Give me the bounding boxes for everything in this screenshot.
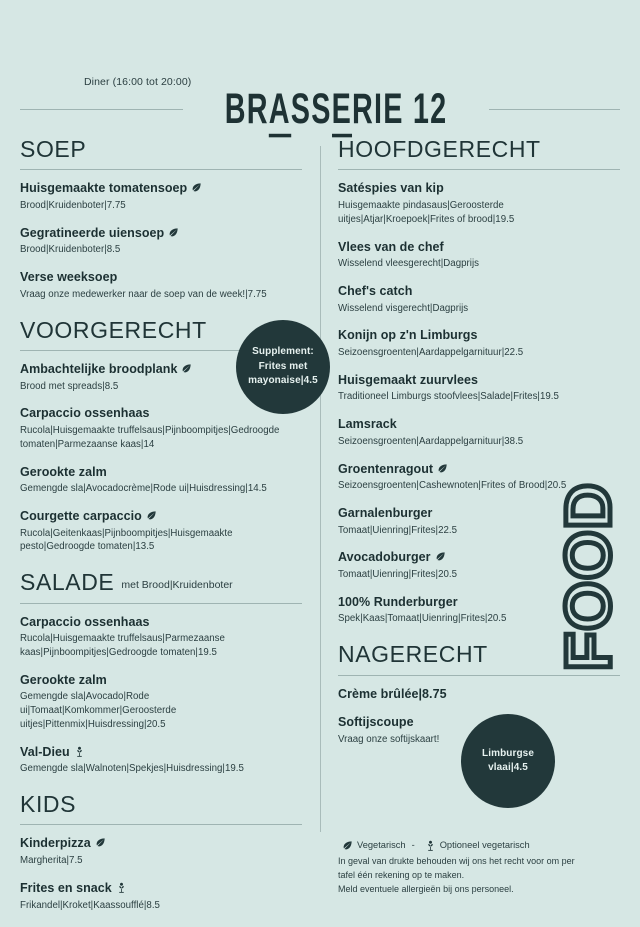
brand-seg-1: BR bbox=[224, 84, 269, 133]
menu-item bbox=[20, 673, 302, 732]
section-heading-kids bbox=[20, 791, 302, 817]
menu-item bbox=[20, 181, 302, 212]
menu-item-name-text: Garnalenburger bbox=[338, 505, 433, 520]
menu-item-description: Wisselend vleesgerecht|Dagprijs bbox=[338, 258, 479, 270]
menu-item-name-text: Gerookte zalm bbox=[20, 464, 107, 479]
menu-item-name-text: 100% Runderburger bbox=[338, 594, 458, 609]
section-rule bbox=[20, 169, 302, 170]
menu-item bbox=[338, 181, 620, 226]
menu-item-name-text: Chef's catch bbox=[338, 283, 413, 298]
menu-section-soep bbox=[20, 136, 302, 302]
menu-item-name bbox=[338, 328, 620, 344]
menu-item-description: Traditioneel Limburgs stoofvlees|Salade|Frites|19.5 bbox=[338, 391, 559, 403]
section-subtitle: met Brood|Kruidenboter bbox=[121, 579, 233, 592]
footer-line-1: In geval van drukte behouden wij ons het recht voor om per bbox=[338, 856, 575, 867]
menu-item-description: Spek|Kaas|Tomaat|Uienring|Frites|20.5 bbox=[338, 613, 507, 625]
legend-veg-label: Vegetarisch bbox=[357, 840, 406, 850]
section-heading-soep bbox=[20, 136, 302, 162]
menu-item-name bbox=[20, 881, 302, 897]
leaf-icon bbox=[437, 463, 448, 474]
menu-item bbox=[20, 270, 302, 301]
menu-item-name bbox=[338, 687, 620, 703]
sprout-icon bbox=[116, 881, 127, 893]
menu-item-description: Huisgemaakte pindasaus|Geroosterde uitjes|Atjar|Kroepoek|Frites of brood|19.5 bbox=[338, 200, 515, 225]
menu-item-name bbox=[20, 745, 302, 761]
menu-item bbox=[338, 240, 620, 271]
leaf-icon bbox=[191, 182, 202, 193]
leaf-icon bbox=[435, 551, 446, 562]
menu-item-name bbox=[20, 226, 302, 242]
title-rule-left bbox=[20, 109, 183, 110]
menu-item-description: Seizoensgroenten|Cashewnoten|Frites of Brood|20.5 bbox=[338, 480, 567, 492]
sprout-icon bbox=[425, 839, 436, 851]
leaf-icon bbox=[181, 363, 192, 374]
menu-item-name bbox=[338, 181, 620, 197]
menu-item-name-text: Verse weeksoep bbox=[20, 270, 118, 285]
menu-item-description: Brood met spreads|8.5 bbox=[20, 380, 119, 392]
menu-item bbox=[338, 328, 620, 359]
menu-item-name bbox=[20, 406, 302, 422]
title-bar bbox=[0, 84, 640, 133]
menu-item-description: Rucola|Huisgemaakte truffelsaus|Parmezaanse kaas|Pijnboompitjes|Gedroogde tomaten|19.5 bbox=[20, 633, 225, 658]
menu-item-name bbox=[338, 373, 620, 389]
section-heading-hoofdgerecht bbox=[338, 136, 620, 162]
menu-item-name-text: Avocadoburger bbox=[338, 550, 431, 565]
menu-item-name bbox=[20, 465, 302, 481]
section-rule bbox=[20, 603, 302, 604]
menu-item-name-text: Softijscoupe bbox=[338, 715, 414, 730]
menu-item-name bbox=[20, 270, 302, 286]
section-title: SOEP bbox=[20, 136, 87, 162]
menu-section-kids bbox=[20, 791, 302, 912]
menu-item bbox=[20, 226, 302, 257]
menu-item-description: Wisselend visgerecht|Dagprijs bbox=[338, 302, 469, 314]
menu-item-description: Seizoensgroenten|Aardappelgarnituur|38.5 bbox=[338, 435, 524, 447]
menu-item bbox=[20, 615, 302, 660]
section-rule bbox=[20, 824, 302, 825]
menu-item-name bbox=[20, 836, 302, 852]
menu-item bbox=[338, 687, 620, 703]
menu-item-description: Vraag onze medewerker naar de soep van de week!|7.75 bbox=[20, 288, 267, 300]
menu-item-name-text: Gerookte zalm bbox=[20, 672, 107, 687]
menu-item-description: Gemengde sla|Walnoten|Spekjes|Huisdressing|19.5 bbox=[20, 763, 244, 775]
menu-item bbox=[338, 417, 620, 448]
menu-item bbox=[20, 881, 302, 912]
brand-seg-2: SS bbox=[290, 84, 332, 133]
supplement-badge: Supplement: Frites met mayonaise|4.5 bbox=[236, 320, 330, 414]
leaf-icon bbox=[95, 837, 106, 848]
section-rule bbox=[338, 675, 620, 676]
menu-item-description: Tomaat|Uienring|Frites|22.5 bbox=[338, 524, 458, 536]
section-title: HOOFDGERECHT bbox=[338, 136, 541, 162]
menu-item-description: Margherita|7.5 bbox=[20, 855, 83, 867]
menu-item-name-text: Gegratineerde uiensoep bbox=[20, 225, 165, 240]
menu-item bbox=[20, 836, 302, 867]
menu-column-left bbox=[20, 136, 302, 927]
menu-item-name bbox=[338, 284, 620, 300]
menu-item bbox=[20, 509, 302, 554]
menu-item-name bbox=[338, 417, 620, 433]
menu-item-description: Vraag onze softijskaart! bbox=[338, 733, 440, 745]
menu-item-description: Rucola|Geitenkaas|Pijnboompitjes|Huisgemaakte pesto|Gedroogde tomaten|13.5 bbox=[20, 527, 233, 553]
menu-item-name-text: Lamsrack bbox=[338, 417, 397, 432]
title-rule-right bbox=[489, 109, 620, 110]
menu-item-name-text: Huisgemaakt zuurvlees bbox=[338, 372, 478, 387]
dietary-legend bbox=[338, 838, 588, 852]
menu-item-description: Frikandel|Kroket|Kaassoufflé|8.5 bbox=[20, 899, 160, 911]
menu-item-name-text: Groentenragout bbox=[338, 461, 434, 476]
menu-item-name bbox=[338, 240, 620, 256]
legend-separator: - bbox=[411, 840, 415, 850]
section-heading-salade bbox=[20, 569, 302, 595]
page-title bbox=[214, 84, 459, 133]
column-divider bbox=[320, 146, 321, 832]
menu-item-name-text: Konijn op z'n Limburgs bbox=[338, 328, 478, 343]
menu-item-description: Seizoensgroenten|Aardappelgarnituur|22.5 bbox=[338, 347, 524, 358]
footer-line-2: tafel één rekening op te maken. bbox=[338, 870, 465, 881]
menu-item-name-text: Val-Dieu bbox=[20, 744, 70, 759]
service-hours: Diner (16:00 tot 20:00) bbox=[84, 76, 192, 88]
footer-line-3: Meld eventuele allergieën bij ons personeel. bbox=[338, 884, 514, 895]
menu-item bbox=[20, 465, 302, 496]
menu-item-name bbox=[20, 673, 302, 689]
menu-item-description: Brood|Kruidenboter|7.75 bbox=[20, 200, 126, 212]
menu-item-name-text: Courgette carpaccio bbox=[20, 508, 142, 523]
section-title: KIDS bbox=[20, 791, 77, 818]
legend-optional-label: Optioneel vegetarisch bbox=[439, 840, 530, 850]
menu-item bbox=[338, 373, 620, 404]
menu-item-name-text: Kinderpizza bbox=[20, 836, 91, 851]
sprout-icon bbox=[74, 745, 85, 757]
menu-item-name bbox=[20, 181, 302, 197]
menu-item-name-text: Satéspies van kip bbox=[338, 181, 444, 196]
section-title: SALADE bbox=[20, 569, 115, 596]
menu-item bbox=[338, 284, 620, 315]
menu-item-name bbox=[338, 462, 620, 478]
menu-item-name bbox=[20, 509, 302, 525]
menu-item-name-text: Crème brûlée|8.75 bbox=[338, 686, 447, 701]
section-title: NAGERECHT bbox=[338, 641, 488, 668]
section-title: VOORGERECHT bbox=[20, 316, 207, 343]
menu-item-name-text: Vlees van de chef bbox=[338, 239, 444, 254]
menu-item-name-text: Huisgemaakte tomatensoep bbox=[20, 181, 188, 196]
food-wordmark: FOOD bbox=[552, 482, 624, 671]
menu-item-description: Gemengde sla|Avocado|Rode ui|Tomaat|Komkommer|Geroosterde uitjes|Pittenmix|Huisdressing|20.5 bbox=[20, 691, 177, 730]
menu-item-description: Tomaat|Uienring|Frites|20.5 bbox=[338, 568, 458, 580]
leaf-icon bbox=[342, 840, 353, 851]
leaf-icon bbox=[146, 510, 157, 521]
menu-item bbox=[20, 745, 302, 776]
brand-letter-e: E bbox=[332, 84, 352, 137]
menu-item-description: Rucola|Huisgemaakte truffelsaus|Pijnboompitjes|Gedroogde tomaten|Parmezaanse kaas|14 bbox=[20, 425, 280, 450]
menu-item-name-text: Carpaccio ossenhaas bbox=[20, 406, 150, 421]
menu-item-description: Brood|Kruidenboter|8.5 bbox=[20, 244, 121, 256]
menu-item-name-text: Frites en snack bbox=[20, 880, 112, 895]
menu-item-name bbox=[20, 615, 302, 631]
footer-notes bbox=[338, 838, 588, 897]
menu-item bbox=[20, 406, 302, 451]
menu-item-name-text: Carpaccio ossenhaas bbox=[20, 614, 150, 629]
vlaai-badge: Limburgse vlaai|4.5 bbox=[461, 714, 555, 808]
menu-item-name-text: Ambachtelijke broodplank bbox=[20, 362, 178, 377]
brand-letter-a: A bbox=[269, 84, 291, 137]
menu-section-salade bbox=[20, 569, 302, 776]
brand-seg-3: RIE 12 bbox=[352, 84, 448, 133]
section-rule bbox=[338, 169, 620, 170]
leaf-icon bbox=[168, 227, 179, 238]
menu-item-description: Gemengde sla|Avocadocrème|Rode ui|Huisdressing|14.5 bbox=[20, 483, 267, 495]
